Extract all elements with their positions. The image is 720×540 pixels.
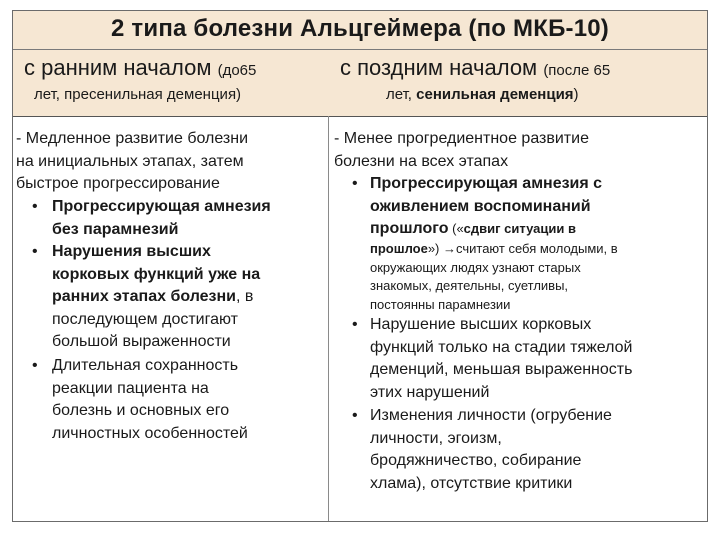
bullet-icon: • — [32, 357, 38, 374]
left-bullet-2: Нарушения высших корковых функций уже на ранних этапах болезни, в последующем достигают большой выраженности — [52, 243, 261, 350]
bullet-icon: • — [352, 175, 358, 192]
bullet-icon: • — [32, 243, 38, 260]
right-bullet-1-details: прошлое») →считают себя молодыми, в окружающих людях узнают старых знакомых, деятельны, суетливы, постоянны парамнезии — [370, 241, 618, 312]
bullet-icon: • — [352, 316, 358, 333]
left-bullet-3: Длительная сохранность реакции пациента на болезнь и основных его личностных особенностей — [52, 357, 248, 442]
title-divider — [13, 49, 707, 50]
right-bullet-2: Нарушение высших корковых функций только на стадии тяжелой деменций, меньшая выраженность этих нарушений — [370, 316, 633, 401]
bullet-icon: • — [32, 198, 38, 215]
column-divider — [328, 116, 329, 521]
left-column-subheading: лет, пресенильная деменция) — [34, 86, 242, 103]
right-column-heading: с поздним началом (после 65 — [340, 55, 611, 80]
left-intro: - Медленное развитие болезни на инициальных этапах, затем быстрое прогрессирование — [16, 130, 249, 192]
right-intro: - Менее прогредиентное развитие болезни на всех этапах — [334, 130, 589, 170]
left-column-heading: с ранним началом (до65 — [24, 55, 257, 80]
right-bullet-3: Изменения личности (огрубение личности, эгоизм, бродяжничество, собирание хлама), отсутствие критики — [370, 407, 612, 492]
right-bullet-1: Прогрессирующая амнезия с оживлением воспоминаний прошлого («сдвиг ситуации в — [370, 175, 603, 237]
page-title: 2 типа болезни Альцгеймера (по МКБ-10) — [111, 15, 609, 42]
bullet-icon: • — [352, 407, 358, 424]
left-bullet-1: Прогрессирующая амнезия без парамнезий — [52, 198, 271, 238]
header-divider — [13, 116, 707, 117]
right-column-subheading: лет, сенильная деменция) — [386, 86, 579, 103]
